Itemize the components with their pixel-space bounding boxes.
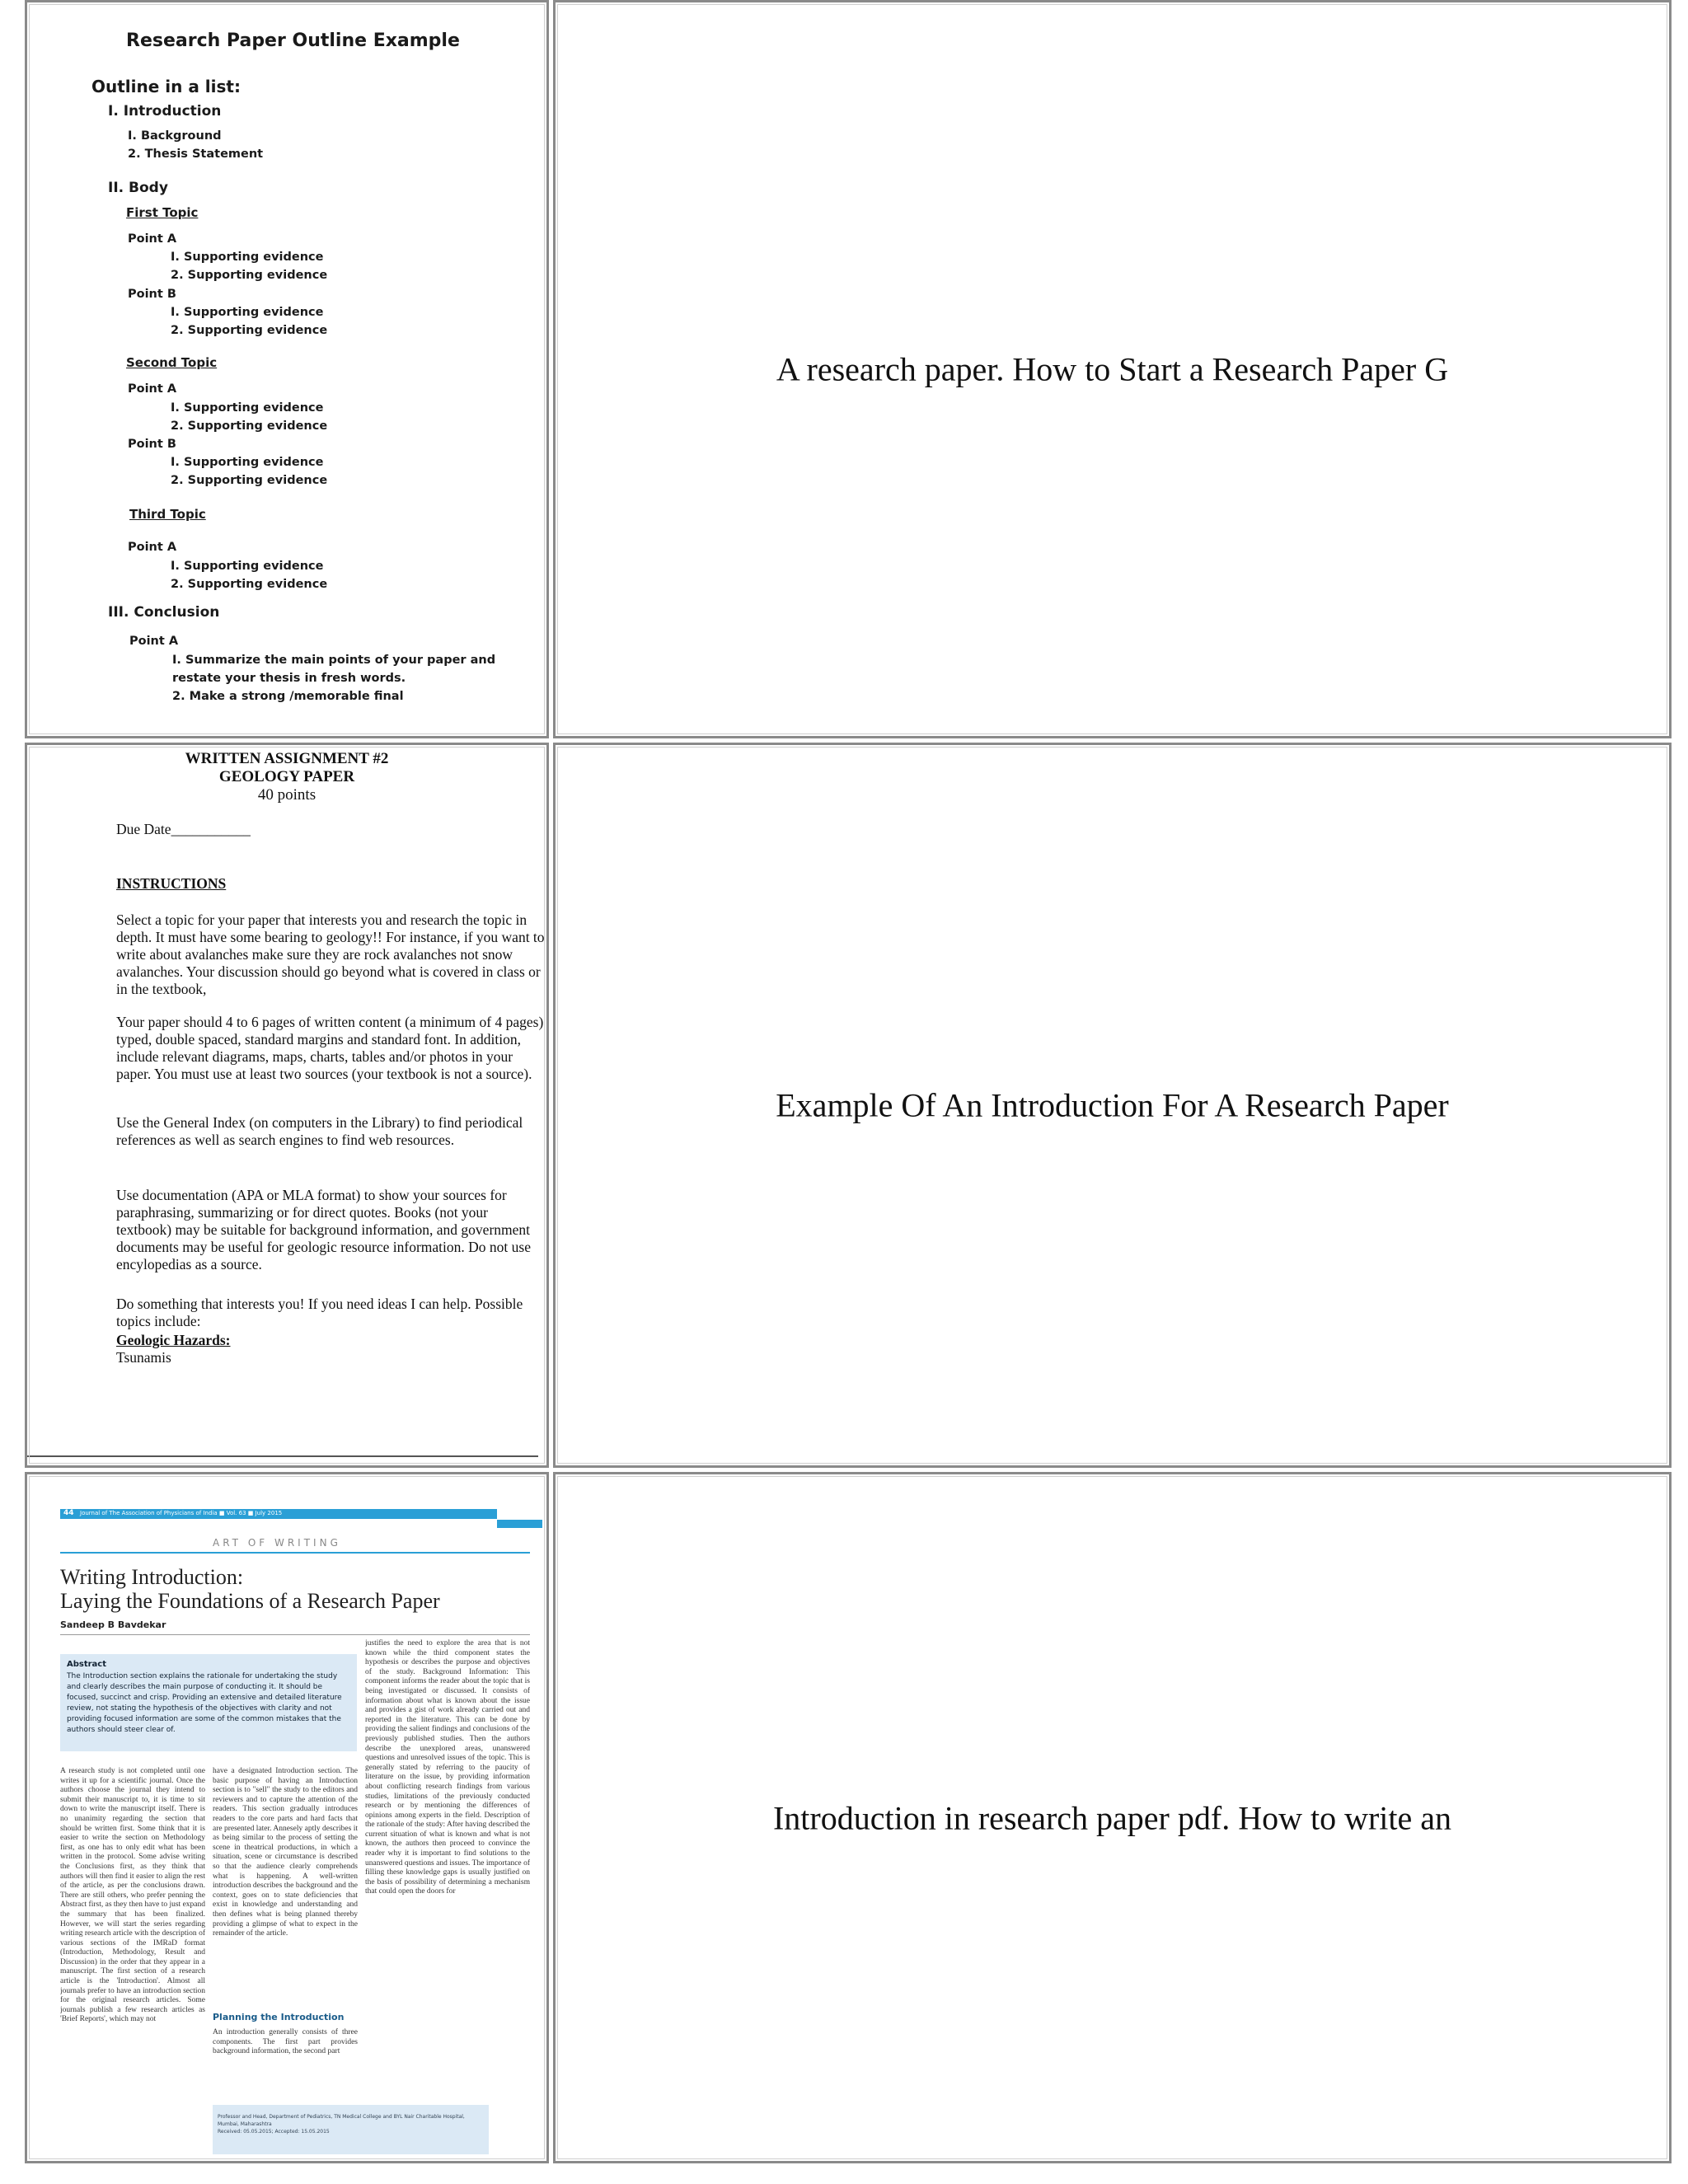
article-author: Sandeep B Bavdekar [60,1619,166,1630]
panel-caption: A research paper. How to Start a Research Paper G [776,350,1449,388]
article-title-2: Laying the Foundations of a Research Paper [60,1589,440,1613]
paragraph-3: Use the General Index (on computers in the Library) to find periodical references as well as search engines to find web resources. [116,1114,523,1148]
journal-name: Journal of The Association of Physicians of India ■ Vol. 63 ■ July 2015 [80,1510,283,1516]
outline-line: I. Supporting evidence [171,456,324,469]
outline-line: Point B [128,288,176,301]
panel-journal-article[interactable] [25,1472,549,2163]
outline-line: II. Body [108,180,168,196]
outline-line: I. Supporting evidence [171,401,324,415]
outline-line: III. Conclusion [108,604,220,621]
article-column-1: A research study is not completed until one writes it up for a scientific journal. Once the authors choose the journal they intend to submit their manuscript to, it is time to sit down to write the manuscript itself. There is no unanimity regarding the section that should be written first. Some think that it is easier to write the section on Methodology first, as one has to only edit what has been written in the protocol. Some advise writing the Conclusions first, as they think that authors will then find it easier to align the rest of the article, as per the conclusions drawn. There are still others, who prefer penning the Abstract first, as they then have to just expand the summary that has been finalized. However, we will start the series regarding writing research article with the description of various sections of the IMRaD format (Introduction, Methodology, Result and Discussion) in the order that they appear in a manuscript. The first section of a research article is the 'Introduction'. Almost all journals prefer to have an introduction section for the original research articles. Some journals publish a few research articles as 'Brief Reports', which may not [60,1767,205,2024]
panel-caption: Example Of An Introduction For A Research Paper [776,1086,1449,1124]
outline-line: Point B [128,438,176,451]
article-title-1: Writing Introduction: [60,1565,244,1589]
doc-header-2: GEOLOGY PAPER [218,768,355,785]
outline-line: I. Background [128,129,222,143]
paragraph-2: Your paper should 4 to 6 pages of written content (a minimum of 4 pages) typed, double spaced, standard margins and standard font. In addition, include relevant diagrams, maps, charts, tables and/or photos in your paper. You must use at least two sources (your textbook is not a source). [116,1014,544,1082]
paragraph-4: Use documentation (APA or MLA format) to show your sources for paraphrasing, summarizing or for direct quotes. Books (not your textbook) may be suitable for background information, and government documents may be useful for geologic resource information. Do not use encylopedias as a source. [116,1187,531,1272]
outline-line: I. Supporting evidence [171,560,324,573]
article-column-2b: An introduction generally consists of three components. The first part provides background information, the second part [213,2028,358,2056]
outline-line: 2. Supporting evidence [171,324,328,337]
panel-caption-2[interactable] [553,743,1672,1468]
outline-line: 2. Supporting evidence [171,578,328,591]
outline-line: Second Topic [126,355,218,370]
panel-caption: Introduction in research paper pdf. How to write an [772,1799,1452,1836]
outline-line: Point A [129,635,179,648]
due-date: Due Date___________ [116,821,251,837]
panel-caption-3[interactable] [553,1472,1672,2163]
footnote-text: Professor and Head, Department of Pediatrics, TN Medical College and BYL Nair Charitable Hospital, Mumbai, Maharashtra [218,2114,465,2127]
tsunamis: Tsunamis [116,1349,171,1366]
outline-line: I. Introduction [108,103,222,120]
outline-line: First Topic [126,205,199,220]
received-text: Received: 05.05.2015; Accepted: 15.05.2015 [218,2129,330,2135]
journal-page-number: 44 [63,1509,74,1517]
outline-line: I. Supporting evidence [171,306,324,319]
panel-caption-1[interactable] [553,0,1672,738]
paragraph-1: Select a topic for your paper that interests you and research the topic in depth. It must have some bearing to geology!! For instance, if you want to write about avalanches make sure they are rock avalanches not snow avalanches. Your discussion should go beyond what is covered in class or in the textbook, [116,912,545,997]
outline-line: 2. Supporting evidence [171,269,328,282]
journal-document [27,1474,546,2161]
outline-line: restate your thesis in fresh words. [172,672,406,685]
article-column-3: justifies the need to explore the area that is not known while the third component states the hypothesis or describes the purpose and objectives of the study. Background Information: This component informs the reader about the topic that is being investigated or discussed. It consists of information about what is known about the issue and provides a gist of work already carried out and reported in the literature. This can be done by providing the salient findings and conclusions of the previously published studies. Then the authors describe the unexplored areas, unanswered questions and unresolved issues of the topic. This is generally stated by referring to the paucity of literature on the issue, by providing information about conflicting research findings from various studies, limitations of the previously conducted research or by mentioning the differences of opinions among experts in the field. Description of the rationale of the study: After having described the current situation of what is known and what is not known, the authors then proceed to convince the reader why it is important to find solutions to the unanswered questions and issues. The importance of filling these knowledge gaps is usually justified on the basis of possibility of determining a mechanism that could open the doors for [365,1639,530,1896]
instructions-heading: INSTRUCTIONS [116,875,227,892]
panel-outline[interactable] [25,0,549,738]
outline-subtitle: Outline in a list: [91,77,241,96]
outline-title: Research Paper Outline Example [126,30,460,51]
outline-line: Point A [128,541,177,554]
section-rule [60,1552,530,1554]
outline-line: Point A [128,232,177,246]
panel-geology-assignment[interactable] [25,743,549,1468]
planning-heading: Planning the Introduction [213,2012,345,2022]
paragraph-5: Do something that interests you! If you need ideas I can help. Possible topics include: [116,1296,523,1329]
abstract-heading: Abstract [67,1660,107,1669]
doc-header-1: WRITTEN ASSIGNMENT #2 [185,750,389,767]
geology-document [27,745,546,1465]
image-grid [25,0,1672,2163]
outline-line: 2. Supporting evidence [171,419,328,433]
author-rule [60,1634,530,1635]
outline-document [27,2,546,736]
outline-line: Third Topic [129,507,206,522]
doc-header-3: 40 points [257,786,316,804]
outline-line: Point A [128,382,177,396]
article-column-2: have a designated Introduction section. The basic purpose of having an Introduction section is to "sell" the study to the editors and reviewers and to capture the attention of the readers. This section gradually introduces readers to the core parts and hard facts that are presented later. Annesely aptly describes it as being similar to the process of setting the scene in theatrical productions, in which a situation, scene or circumstance is described so that the audience clearly comprehends what is happening. A well-written introduction describes the background and the context, goes on to state deficiencies that exist in knowledge and understanding and then defines what is being planned thereby providing a glimpse of what to expect in the remainder of the article. [213,1767,358,1938]
outline-line: 2. Make a strong /memorable final [172,690,404,703]
outline-line: I. Supporting evidence [171,251,324,264]
journal-section: ART OF WRITING [213,1537,341,1549]
scan-line [27,1455,538,1457]
abstract-box [60,1654,357,1751]
abstract-text: The Introduction section explains the rationale for undertaking the study and clearly describes the main purpose of conducting it. It should be focused, succinct and crisp. Providing an extensive and detailed literature review, not stating the hypothesis of the objectives with clarity and not providing focused information are some of the common mistakes that the authors should steer clear of. [67,1672,342,1734]
journal-header-accent [497,1520,542,1528]
outline-line: 2. Thesis Statement [128,148,264,161]
outline-line: I. Summarize the main points of your paper and [172,654,496,667]
outline-line: 2. Supporting evidence [171,474,328,487]
geologic-hazards: Geologic Hazards: [116,1332,231,1348]
affiliation-footnote [213,2105,489,2154]
